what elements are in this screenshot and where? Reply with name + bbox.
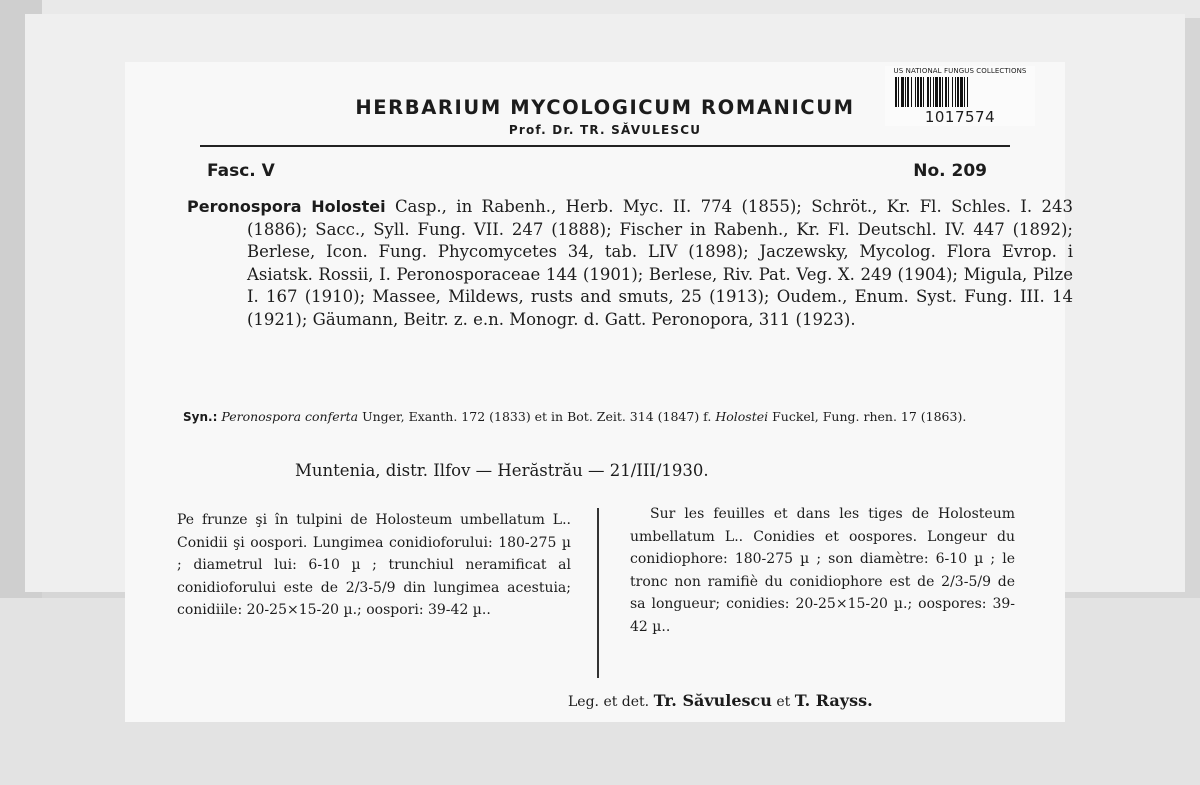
collector-prefix: Leg. et det.: [568, 694, 650, 710]
synonym-label: Syn.:: [183, 410, 218, 424]
collector-conjunction: et: [776, 694, 791, 710]
collector-line: [568, 691, 873, 710]
fascicle-number: Fasc. V: [207, 161, 275, 181]
header-rule: [200, 145, 1010, 147]
synonym-form: Holostei: [715, 409, 769, 424]
barcode-number: 1017574: [924, 108, 996, 126]
synonym-reference: Unger, Exanth. 172 (1833) et in Bot. Zeit. 314 (1847) f.: [362, 409, 712, 424]
collector-name-2: T. Rayss.: [794, 691, 873, 710]
barcode-bar: [968, 77, 970, 107]
barcode-bars: [895, 77, 1025, 107]
citation-references: Casp., in Rabenh., Herb. Myc. II. 774 (1855); Schröt., Kr. Fl. Schles. I. 243 (1886); Sacc., Syll. Fung. VII. 247 (1888); Fischer in Rabenh., Kr. Fl. Deutschl. IV. 447 (1892); Berlese, Icon. Fung. Phycomycetes 34, tab. LIV (1898); Jaczewsky, Mycolog. Flora Evrop. i Asiatsk. Rossii, I. Peronosporaceae 144 (1901); Berlese, Riv. Pat. Veg. X. 249 (1904); Migula, Pilze I. 167 (1910); Massee, Mildews, rusts and smuts, 25 (1913); Oudem., Enum. Syst. Fung. III. 14 (1921); Gäumann, Beitr. z. e.n. Monogr. d. Gatt. Peronopora, 311 (1923).: [247, 197, 1073, 329]
exsiccata-number: No. 209: [913, 161, 987, 181]
label-subtitle: Prof. Dr. TR. SĂVULESCU: [508, 123, 702, 137]
species-name: Peronospora Holostei: [187, 197, 386, 216]
description-romanian: Pe frunze şi în tulpini de Holosteum umbellatum L.. Conidii şi oospori. Lungimea conidioforului: 180-275 µ ; diametrul lui: 6-10 µ ; trunchiul neramificat al conidioforului este de 2/3-5/9 din lungimea acestuia; conidiile: 20-25×15-20 µ.; oospori: 39-42 µ..: [177, 512, 571, 618]
collection-locality: Muntenia, distr. Ilfov — Herăstrău — 21/III/1930.: [295, 461, 709, 480]
label-title: HERBARIUM MYCOLOGICUM ROMANICUM: [355, 96, 855, 119]
synonym-name: Peronospora conferta: [221, 409, 359, 424]
synonym-reference-2: Fuckel, Fung. rhen. 17 (1863).: [772, 409, 967, 424]
synonym-block: [183, 408, 1091, 426]
collector-name-1: Tr. Săvulescu: [653, 691, 772, 710]
species-citation: [187, 196, 1073, 331]
specimen-label: [125, 62, 1073, 722]
barcode-sticker: [885, 66, 1035, 126]
barcode-institution: US NATIONAL FUNGUS COLLECTIONS: [893, 67, 1027, 75]
description-french: Sur les feuilles et dans les tiges de Holosteum umbellatum L.. Conidies et oospores. Longeur du conidiophore: 180-275 µ ; son diamètre: 6-10 µ ; le tronc non ramifiè du conidiophore est de 2/3-5/9 de sa longueur; conidies: 20-25×15-20 µ.; oospores: 39-42 µ..: [630, 506, 1015, 635]
column-divider: [597, 508, 599, 678]
